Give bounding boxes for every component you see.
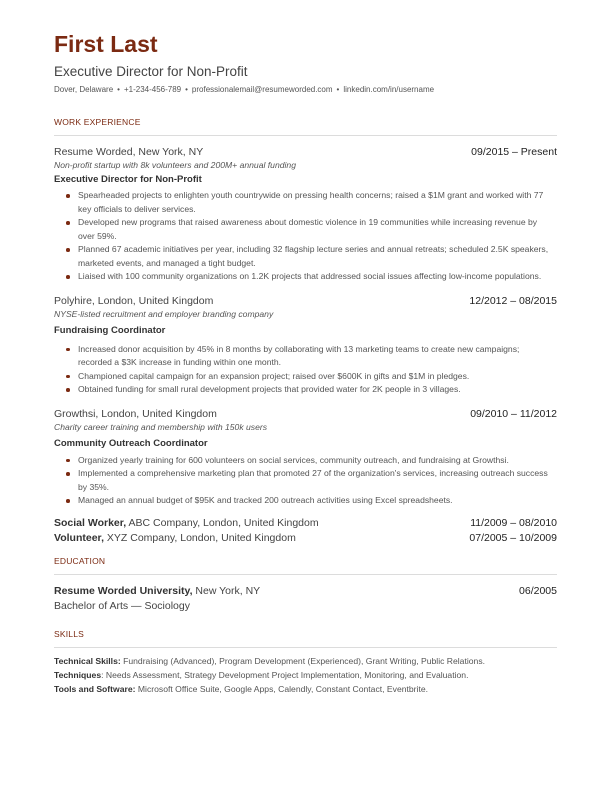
other-role-entry: [54, 531, 557, 546]
job-dates: 12/2012 – 08/2015: [469, 294, 557, 307]
contact-separator: •: [336, 85, 340, 94]
other-roles: [54, 516, 557, 546]
job-bullets: [54, 343, 557, 397]
other-role-title: Social Worker,: [54, 516, 127, 529]
job-bullet: Developed new programs that raised awareness about domestic violence in 19 communities while increasing revenue by over 59%.: [78, 216, 557, 243]
candidate-name: First Last: [54, 31, 158, 57]
job-entry: [54, 407, 557, 508]
contact-separator: •: [185, 85, 188, 94]
skills-line: [54, 654, 557, 668]
other-role-dates: 07/2005 – 10/2009: [469, 531, 557, 544]
job-bullet: Planned 67 academic initiatives per year, including 32 flagship lecture series and annual retreats; scheduled 2.5K speakers, marketed events, and managed a tight budget.: [78, 243, 557, 270]
contact-linkedin: linkedin.com/in/username: [343, 85, 435, 94]
job-company: Growthsi, London, United Kingdom: [54, 407, 217, 420]
job-bullet: Increased donor acquisition by 45% in 8 months by collaborating with 13 marketing teams to create new campaigns; recorded a $3K increase in funding within one month.: [78, 343, 557, 370]
job-company: Resume Worded, New York, NY: [54, 146, 204, 158]
job-company: Polyhire, London, United Kingdom: [54, 294, 214, 307]
job-header: [54, 407, 557, 421]
job-bullet: Implemented a comprehensive marketing plan that promoted 27 of the organization's services, increasing outreach success by 35%.: [78, 467, 557, 494]
contact-location: Dover, Delaware: [54, 85, 114, 94]
contact-phone: +1-234-456-789: [123, 85, 182, 94]
other-role-entry: [54, 516, 557, 531]
section-divider: [54, 647, 557, 648]
job-bullet: Managed an annual budget of $95K and tracked 200 outreach activities using Excel spreadsheets.: [78, 494, 557, 508]
job-bullet: Spearheaded projects to enlighten youth countrywide on pressing health concerns; raised a $1M grant and worked with 77 key officials to deliver services.: [78, 189, 557, 216]
education-date: 06/2005: [519, 584, 557, 597]
contact-line: [54, 85, 557, 95]
job-entry: [54, 294, 557, 397]
job-bullet: Organized yearly training for 600 volunteers on social services, community outreach, and fundraising at Growthsi.: [78, 454, 557, 468]
skills-label: Technical Skills:: [54, 655, 121, 666]
other-role-dates: 11/2009 – 08/2010: [470, 516, 557, 529]
other-role-org: ABC Company, London, United Kingdom: [128, 516, 319, 529]
job-bullets: [54, 189, 557, 284]
skills-line: [54, 668, 557, 682]
section-divider: [54, 135, 557, 136]
skills-value: Microsoft Office Suite, Google Apps, Calendly, Constant Contact, Eventbrite.: [137, 683, 428, 694]
job-description: NYSE-listed recruitment and employer branding company: [54, 308, 274, 319]
job-header: [54, 145, 557, 159]
education-location: New York, NY: [195, 584, 261, 597]
skills-line: [54, 682, 557, 696]
other-role-org: XYZ Company, London, United Kingdom: [106, 531, 296, 544]
contact-email: professionalemail@resumeworded.com: [191, 85, 333, 94]
section-title-work: WORK EXPERIENCE: [54, 117, 141, 127]
skills-value: : Needs Assessment, Strategy Development Project Implementation, Monitoring, and Evaluation.: [101, 669, 469, 680]
job-bullet: Championed capital campaign for an expansion project; raised over $600K in gifts and $1M in pledges.: [78, 370, 557, 384]
skills-label: Techniques: [54, 669, 102, 680]
section-title-skills: SKILLS: [54, 628, 85, 639]
candidate-headline: Executive Director for Non-Profit: [54, 64, 248, 79]
job-bullet: Liaised with 100 community organizations on 1.2K projects that addressed social issues affecting low-income populations.: [78, 270, 557, 284]
job-description: Non-profit startup with 8k volunteers and 200M+ annual funding: [54, 160, 296, 170]
job-description: Charity career training and membership with 150k users: [54, 421, 268, 432]
job-role: Executive Director for Non-Profit: [54, 174, 202, 185]
education-degree: Bachelor of Arts — Sociology: [54, 599, 190, 612]
skills-value: Fundraising (Advanced), Program Development (Experienced), Grant Writing, Public Relations.: [123, 655, 486, 666]
section-title-education: EDUCATION: [54, 555, 106, 566]
job-dates: 09/2015 – Present: [471, 146, 557, 158]
section-divider: [54, 574, 557, 575]
job-header: [54, 294, 557, 308]
job-bullet: Obtained funding for small rural development projects that provided water for 2K people in 3 villages.: [78, 383, 557, 397]
job-role: Community Outreach Coordinator: [54, 437, 208, 449]
job-role: Fundraising Coordinator: [54, 324, 166, 336]
contact-separator: •: [117, 85, 120, 94]
education-header: [54, 584, 557, 598]
education-school: Resume Worded University,: [54, 584, 193, 597]
other-role-title: Volunteer,: [54, 531, 104, 544]
job-entry: [54, 145, 557, 284]
job-bullets: [54, 454, 557, 508]
skills-label: Tools and Software:: [54, 683, 136, 694]
job-dates: 09/2010 – 11/2012: [470, 407, 557, 420]
